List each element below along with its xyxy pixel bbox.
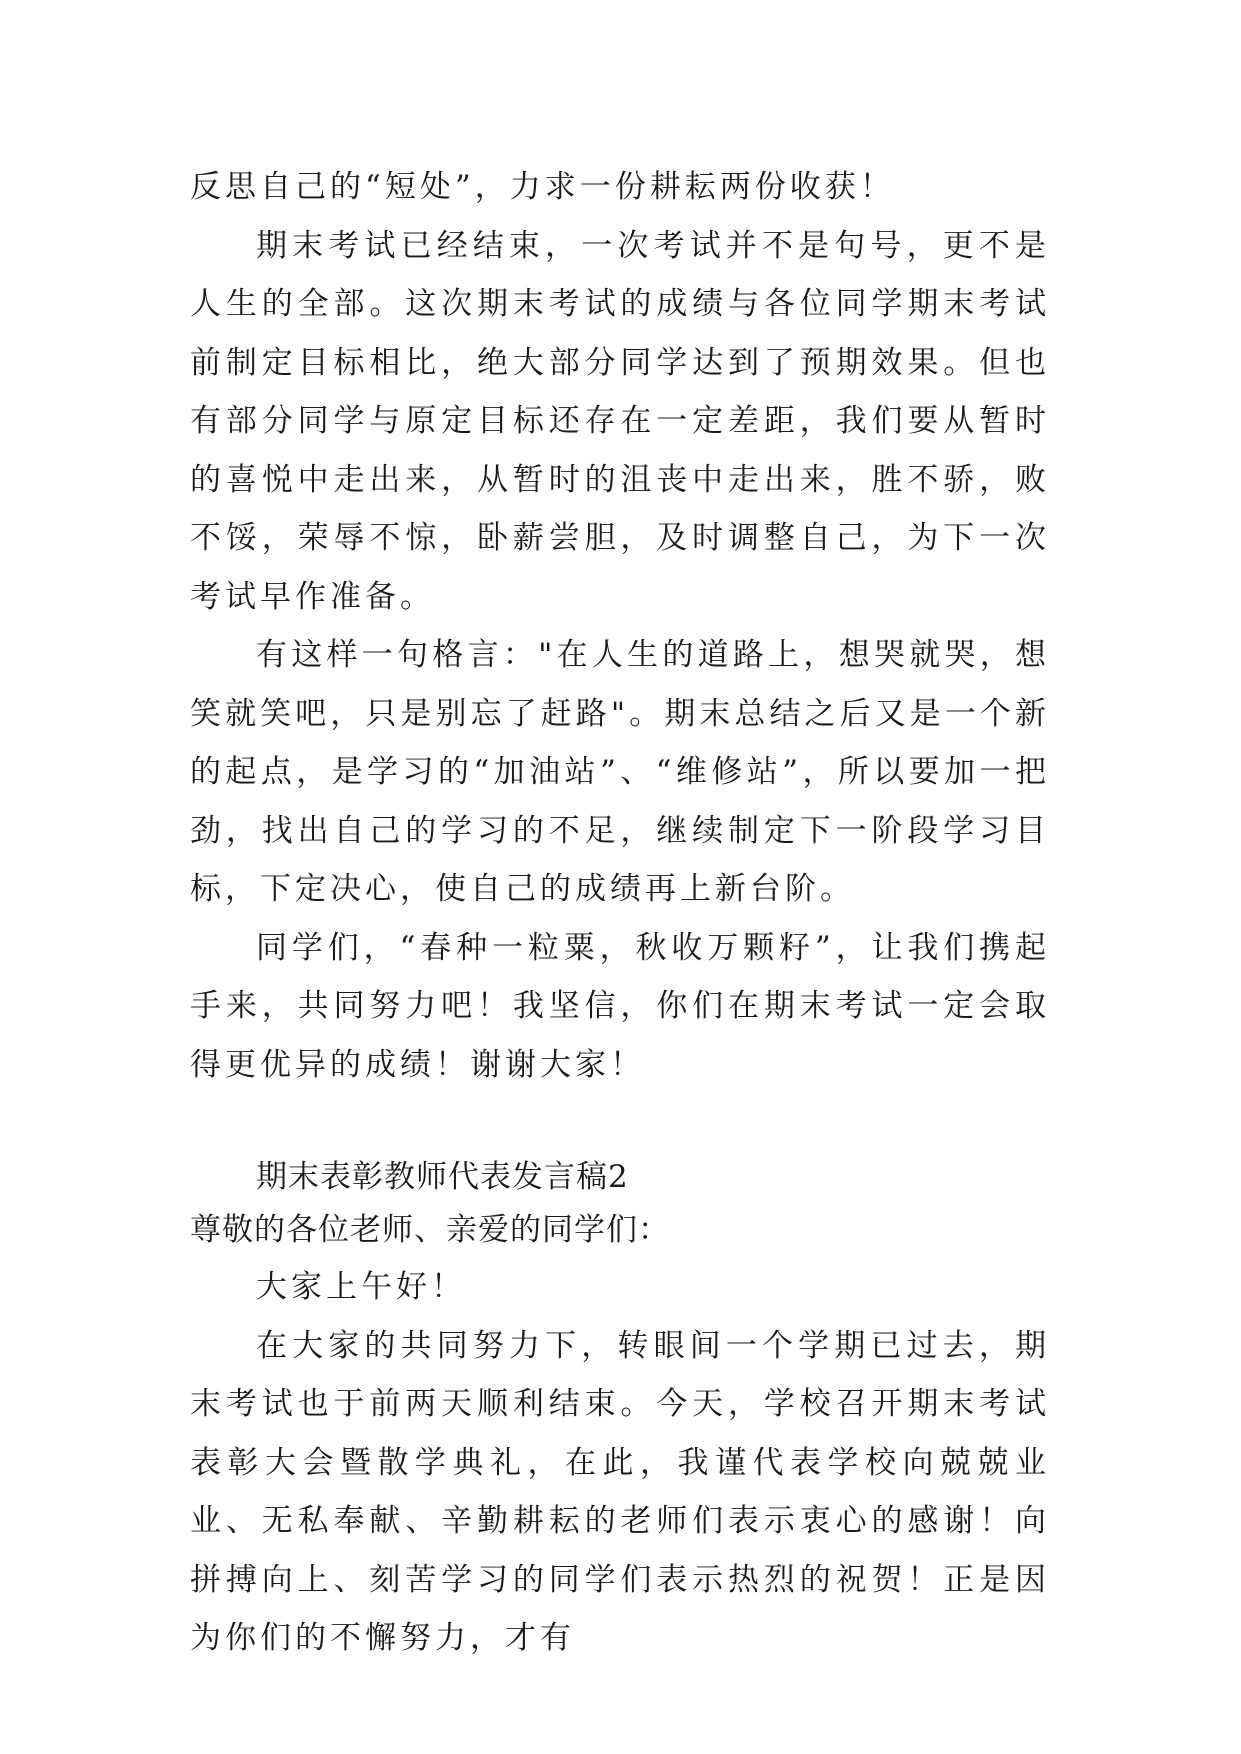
document-body — [190, 158, 1050, 1668]
section-spacer — [190, 1094, 1050, 1152]
paragraph-continuation: 反思自己的“短处”，力求一份耕耘两份收获！ — [190, 169, 895, 205]
paragraph-opening: 在大家的共同努力下，转眼间一个学期已过去，期末考试也于前两天顺利结束。今天，学校召开期末考试表彰大会暨散学典礼，在此，我谨代表学校向兢兢业业、无私奉献、辛勤耕耘的老师们表示衷心的感谢！向拼搏向上、刻苦学习的同学们表示热烈的祝贺！正是因为你们的不懈努力，才有 — [190, 1327, 1050, 1656]
paragraph-closing: 同学们，“春种一粒粟，秋收万颗籽”，让我们携起手来，共同努力吧！我坚信，你们在期末考试一定会取得更优异的成绩！谢谢大家！ — [190, 929, 1050, 1083]
paragraph-motto: 有这样一句格言："在人生的道路上，想哭就哭，想笑就笑吧，只是别忘了赶路"。期末总结之后又是一个新的起点，是学习的“加油站”、“维修站”，所以要加一把劲，找出自己的学习的不足，继续制定下一阶段学习目标，下定决心，使自己的成绩再上新台阶。 — [190, 637, 1050, 907]
paragraph-exam-ended: 期末考试已经结束，一次考试并不是句号，更不是人生的全部。这次期末考试的成绩与各位同学期末考试前制定目标相比，绝大部分同学达到了预期效果。但也有部分同学与原定目标还存在一定差距，我们要从暂时的喜悦中走出来，从暂时的沮丧中走出来，胜不骄，败不馁，荣辱不惊，卧薪尝胆，及时调整自己，为下一次考试早作准备。 — [190, 227, 1050, 615]
salutation: 尊敬的各位老师、亲爱的同学们： — [190, 1212, 670, 1248]
section-title: 期末表彰教师代表发言稿2 — [256, 1159, 629, 1195]
greeting: 大家上午好！ — [256, 1269, 466, 1305]
